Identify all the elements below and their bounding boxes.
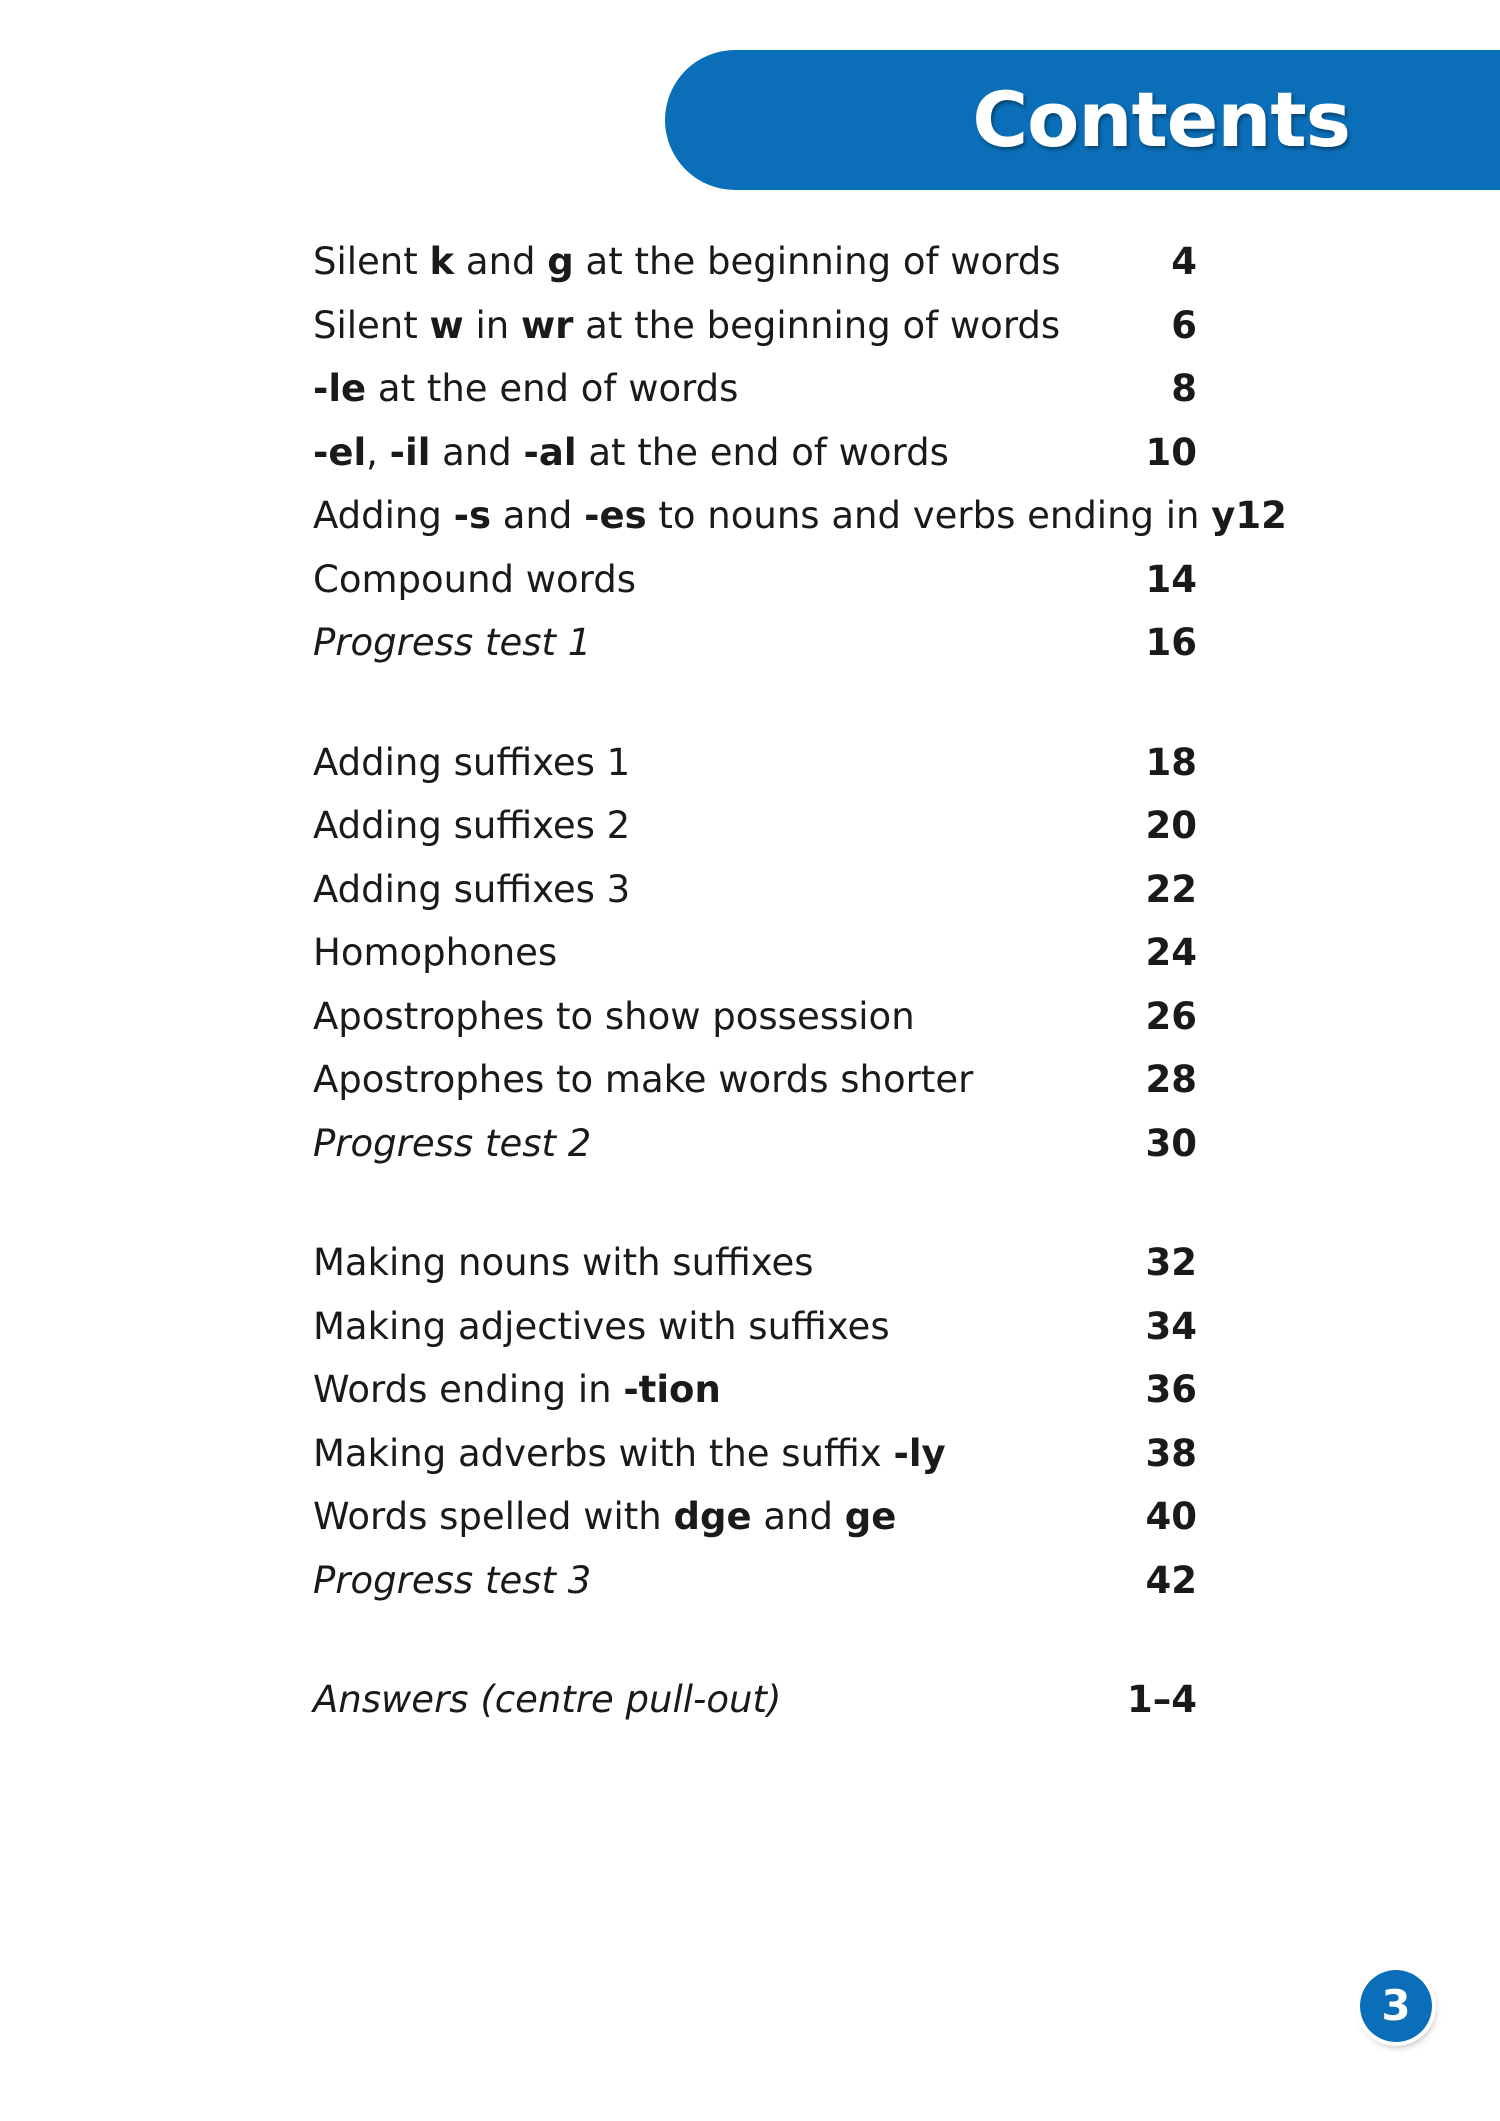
toc-entry[interactable] [313, 921, 1197, 985]
toc-entry-page-number: 42 [1145, 1558, 1197, 1602]
toc-entry-page-number: 14 [1145, 557, 1197, 601]
contents-title-tab [665, 50, 1500, 190]
toc-entry-page-number: 24 [1145, 931, 1197, 974]
toc-entry-title-text: , [366, 430, 390, 474]
toc-entry-page-number: 12 [1235, 494, 1287, 537]
toc-entry[interactable] [313, 794, 1197, 858]
toc-entry[interactable] [313, 294, 1197, 358]
toc-entry-title [313, 484, 1235, 548]
toc-entry-title-bold: g [547, 240, 574, 283]
toc-entry-title-bold: ge [844, 1495, 897, 1538]
toc-entry-title-text: and [751, 1495, 845, 1538]
toc-entry-title [313, 794, 630, 858]
toc-entry-title-text: at the end of words [366, 367, 739, 410]
toc-entry-page-number: 20 [1145, 804, 1197, 847]
toc-entry-title-text: Making adjectives with suffixes [313, 1304, 890, 1348]
toc-entry-title-text: Progress test 1 [313, 621, 592, 664]
toc-entry-page-number: 30 [1145, 1121, 1197, 1165]
toc-entry-title-bold: -el [313, 430, 367, 474]
toc-entry-title-text: and [491, 494, 585, 537]
toc-entry-title [313, 1485, 896, 1549]
toc-entry[interactable] [313, 1295, 1197, 1359]
toc-entry-page-number: 6 [1171, 303, 1197, 347]
toc-entry[interactable] [313, 611, 1197, 675]
toc-entry[interactable] [313, 484, 1287, 548]
page-title: Contents [972, 75, 1350, 164]
toc-entry-title-text: Progress test 2 [313, 1121, 592, 1165]
toc-entry-title-bold: -al [523, 430, 577, 474]
toc-entry[interactable] [313, 731, 1197, 795]
toc-entry-title-text: Making adverbs with the suffix [313, 1431, 894, 1475]
toc-entry-page-number: 34 [1145, 1304, 1197, 1348]
toc-entry-title-text: Compound words [313, 557, 637, 601]
toc-entry-title-text: Words spelled with [313, 1495, 674, 1538]
toc-entry-title-text: and [430, 430, 524, 474]
toc-entry-title-text: Silent [313, 303, 430, 347]
toc-entry-title-text: at the beginning of words [573, 303, 1061, 347]
toc-entry[interactable] [313, 357, 1197, 421]
toc-entry-title-text: Making nouns with suffixes [313, 1241, 814, 1284]
toc-entry-page-number: 40 [1145, 1495, 1197, 1538]
toc-entry-page-number: 28 [1145, 1058, 1197, 1101]
toc-entry-page-number: 38 [1145, 1431, 1197, 1475]
page-number-badge: 3 [1360, 1970, 1432, 2042]
toc-entry-title [313, 921, 557, 985]
toc-entry[interactable] [313, 548, 1197, 612]
toc-entry-title [313, 548, 636, 612]
toc-entry-title-text: Silent [313, 240, 430, 283]
toc-entry-title-bold: k [429, 240, 455, 283]
toc-entry-title-text: Progress test 3 [313, 1558, 592, 1602]
toc-entry[interactable] [313, 230, 1197, 294]
toc-entry-page-number: 26 [1145, 994, 1197, 1038]
toc-entry-title [313, 1048, 973, 1112]
toc-entry-title-text: at the beginning of words [573, 240, 1061, 283]
toc-section [313, 1668, 1197, 1732]
toc-entry-title [313, 1668, 781, 1732]
toc-entry-title-bold: -il [389, 430, 431, 474]
toc-entry-page-number: 18 [1145, 740, 1197, 784]
toc-entry-title-text: at the end of words [576, 430, 949, 474]
toc-entry-title [313, 1422, 946, 1486]
toc-entry-page-number: 22 [1145, 867, 1197, 911]
toc-entry-title [313, 858, 630, 922]
toc-entry-title [313, 1358, 721, 1422]
toc-entry-page-number: 16 [1145, 621, 1197, 664]
toc-entry-title [313, 357, 738, 421]
toc-entry-title-text: Adding suffixes 2 [313, 804, 631, 847]
toc-entry-title-bold: -s [453, 494, 492, 537]
toc-entry-title-text: Words ending in [313, 1368, 624, 1411]
toc-entry-title [313, 985, 915, 1049]
toc-entry[interactable] [313, 1549, 1197, 1613]
toc-entry-title-text: and [454, 240, 548, 283]
toc-entry[interactable] [313, 1358, 1197, 1422]
toc-entry[interactable] [313, 1231, 1197, 1295]
toc-entry[interactable] [313, 858, 1197, 922]
toc-entry-page-number: 8 [1171, 367, 1197, 410]
toc-entry-title-bold: w [429, 303, 464, 347]
toc-entry-page-number: 32 [1145, 1241, 1197, 1284]
toc-entry-page-number: 4 [1171, 240, 1197, 283]
toc-entry-page-number: 10 [1145, 430, 1197, 474]
toc-entry-title-text: Homophones [313, 931, 558, 974]
toc-entry-title [313, 421, 949, 485]
toc-entry-title [313, 230, 1061, 294]
toc-entry-title-text: Answers (centre pull-out) [313, 1678, 782, 1721]
toc-entry-title-bold: -es [584, 494, 647, 537]
toc-entry-title [313, 611, 591, 675]
toc-entry-title-text: Adding suffixes 3 [313, 867, 631, 911]
toc-entry-title-bold: -tion [623, 1368, 721, 1411]
toc-entry-title [313, 1231, 814, 1295]
toc-entry-title-bold: -ly [893, 1431, 946, 1475]
toc-entry-title [313, 294, 1060, 358]
toc-entry[interactable] [313, 1048, 1197, 1112]
toc-entry-title [313, 1549, 591, 1613]
toc-entry-title-bold: wr [520, 303, 574, 347]
toc-entry-title-text: Apostrophes to show possession [313, 994, 915, 1038]
toc-entry[interactable] [313, 421, 1197, 485]
toc-section [313, 230, 1287, 675]
toc-entry-title [313, 1295, 890, 1359]
toc-entry[interactable] [313, 985, 1197, 1049]
toc-entry[interactable] [313, 1112, 1197, 1176]
toc-entry-title [313, 1112, 591, 1176]
toc-entry-title-text: Adding [313, 494, 454, 537]
toc-entry-title-text: to nouns and verbs ending in [646, 494, 1212, 537]
table-of-contents [313, 230, 1287, 1788]
toc-entry-title-text: Apostrophes to make words shorter [313, 1058, 974, 1101]
toc-entry-title-text: Adding suffixes 1 [313, 740, 631, 784]
toc-entry[interactable] [313, 1485, 1197, 1549]
toc-entry-title-bold: -le [313, 367, 367, 410]
toc-entry-page-number: 36 [1145, 1368, 1197, 1411]
toc-section [313, 1231, 1197, 1612]
toc-entry[interactable] [313, 1422, 1197, 1486]
toc-entry-title-bold: y [1211, 494, 1236, 537]
toc-entry[interactable] [313, 1668, 1197, 1732]
toc-entry-page-number: 1–4 [1127, 1678, 1197, 1721]
toc-entry-title [313, 731, 630, 795]
toc-section [313, 731, 1197, 1176]
toc-entry-title-bold: dge [673, 1495, 752, 1538]
toc-entry-title-text: in [463, 303, 521, 347]
